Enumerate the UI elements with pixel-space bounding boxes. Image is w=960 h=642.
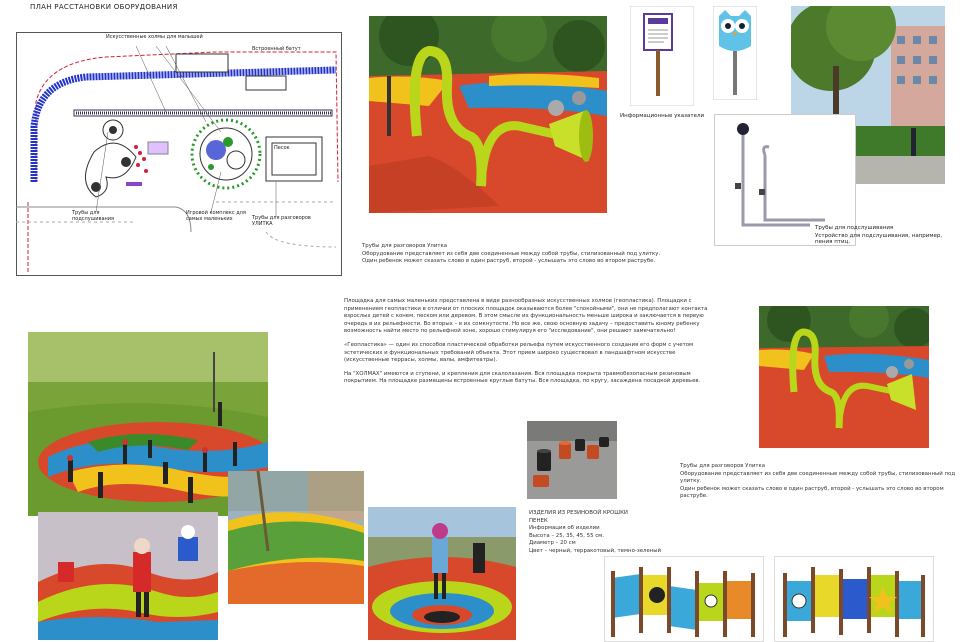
plan-label-sandbox: Песок [274,145,290,151]
site-plan [16,32,342,276]
stumps-title: ИЗДЕЛИЯ ИЗ РЕЗИНОВОЙ КРОШКИ [529,510,628,516]
talk-pipes-caption-2 [680,463,958,501]
talk-pipes-line1-2: Оборудование представляет из себя две соединенные между собой трубы, стилизованный под улитку. [680,470,956,485]
plan-label-tubes: Трубы для подслушивания [72,210,115,222]
owl-sign [713,6,757,100]
talk-pipes-photo-2 [759,306,929,448]
stumps-diameter: Диаметр – 20 см [529,540,576,547]
plan-label-hills: Искусственные холмы для малышей [106,34,203,40]
talk-pipes-line2-1: Один ребенок может сказать слово в один раструб, второй - услышать это слово во втором раструбе. [362,258,656,265]
listening-tubes-desc: Устройство для подслушивания, например, пения птиц. [815,233,943,245]
talk-pipes-photo [369,16,607,213]
child-hill-photo [38,512,218,640]
info-signs-caption: Информационные указатели [620,113,705,119]
play-complex-2 [774,556,934,642]
grass-hill-photo [228,471,364,604]
plan-label-talk-pipes: Трубы для разговоров УЛИТКА [252,215,311,227]
talk-pipes-title-1: Трубы для разговоров Улитка [362,243,448,249]
plan-label-play-complex: Игровой комплекс для самых маленьких [186,210,246,222]
stumps-subtitle: ПЕНЕК [529,517,548,524]
description-block [344,298,720,386]
description-p2: «Геопластика» — один из способов пластической обработки рельефа путем искусственного создания его форм с учетом эстетических и функциональных требований объекта. Этот прием широко существовал в ландшафтном искусстве (искусственные террасы, холмы, валы, амфитеатры). [344,341,694,364]
description-p1: Площадка для самых маленьких представлена в виде разнообразных искусственных холмов (геопластика). Площадки с применением геопластики в отличии от плоских площадок оказываются более "спокойными", они не предполагают контакта взрослых детей с конем, песком или деревом. В этом смысле их функциональность меньше широка и заключается в первую очередь в их рельефности. Во вторых – в их сомкнутости. Но все же, свою основную задачу – предоставить юному ребенку возможность найти место по рельефной зоне, хорошо стимулируя его "исследование", они решают замечательно! [344,298,708,335]
plan-title: ПЛАН РАССТАНОВКИ ОБОРУДОВАНИЯ [30,3,178,11]
plan-label-trampolines: Встроенный батут [252,46,301,52]
stumps-height: Высота – 25, 35, 45, 55 см. [529,532,604,539]
listening-tubes-title: Трубы для подслушивания [815,225,894,231]
info-sign-board [630,6,694,106]
stumps-caption [529,510,699,556]
talk-pipes-line2-2: Один ребенок может сказать слово в один раструб, второй - услышать это слово во втором раструбе. [680,485,944,500]
rubber-stumps-photo [527,421,617,499]
description-p3: На "ХОЛМАХ" имеются и ступени, и крепления для скалолазания. Вся площадка покрыта травмобезопасным резиновым покрытием. На площадке размещены встроенные круглые батуты. Вся площадка, по кругу, засаждена посадкой деревьев. [344,370,701,385]
trampoline-photo [368,507,516,640]
talk-pipes-line1-1: Оборудование представляет из себя две соединенные между собой трубы, стилизованный под улитку. [362,250,661,257]
talk-pipes-caption-1 [362,243,662,266]
talk-pipes-title-2: Трубы для разговоров Улитка [680,463,766,469]
stumps-info: Информация об изделии [529,525,600,532]
play-complex-1 [604,556,764,642]
stumps-color: Цвет – черный, терракотовый, темно-зеленый [529,547,662,554]
